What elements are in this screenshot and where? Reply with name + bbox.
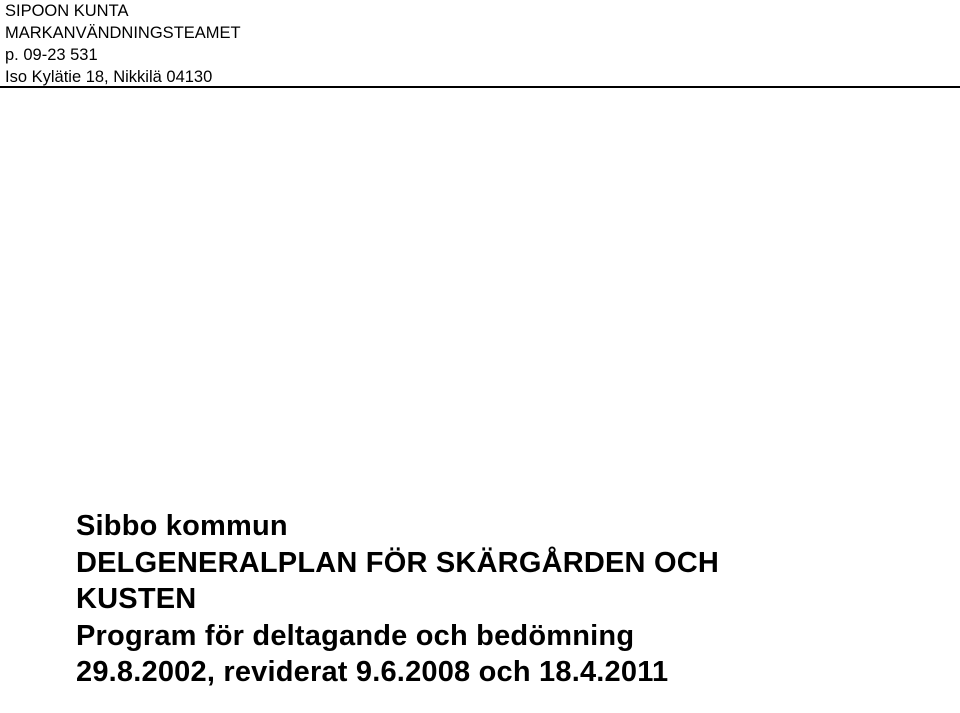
plan-title-line2: KUSTEN [76, 583, 197, 615]
street-address: Iso Kylätie 18, Nikkilä 04130 [5, 68, 213, 86]
document-title-block [76, 508, 936, 691]
header-divider [0, 86, 960, 88]
program-subtitle: Program för deltagande och bedömning [76, 619, 635, 652]
organization-name: SIPOON KUNTA [5, 2, 129, 20]
phone-number: p. 09-23 531 [5, 46, 98, 64]
letterhead [5, 0, 955, 88]
revision-dates: 29.8.2002, reviderat 9.6.2008 och 18.4.2011 [76, 656, 669, 688]
municipality-title: Sibbo kommun [76, 510, 288, 542]
department-name: MARKANVÄNDNINGSTEAMET [5, 24, 241, 42]
plan-title-line1: DELGENERALPLAN FÖR SKÄRGÅRDEN OCH [76, 546, 719, 579]
